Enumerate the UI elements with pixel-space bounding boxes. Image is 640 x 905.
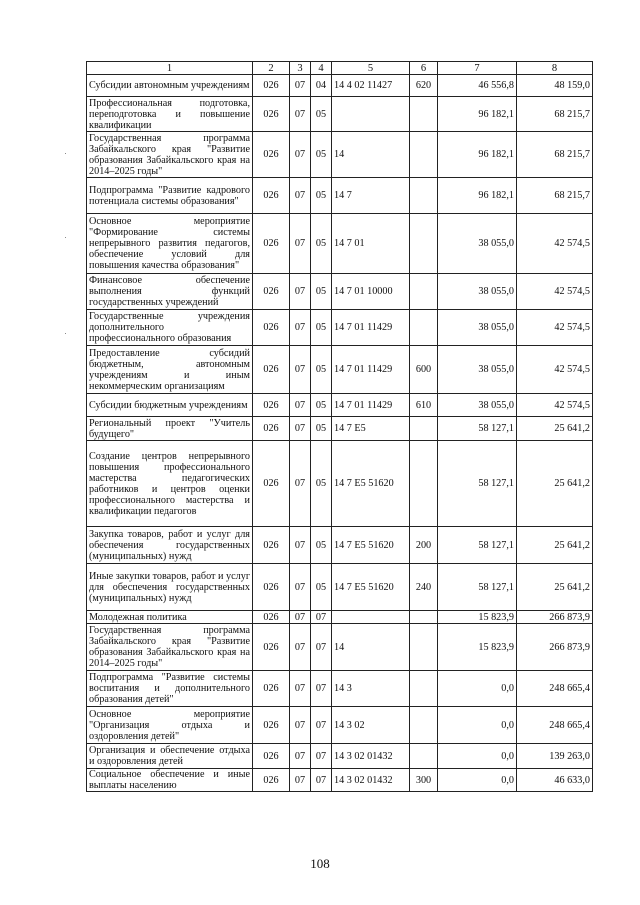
target-article-cell: 14 3 02 01432 (332, 769, 410, 792)
subsection-cell: 07 (311, 671, 332, 707)
column-header: 2 (253, 62, 290, 75)
row-name-cell: Создание центров непрерывного повышения профессионального мастерства педагогических работников и центров оценки профессионального мастерства и квалификации педагогов (87, 441, 253, 527)
row-name-cell: Молодежная политика (87, 611, 253, 624)
target-article-cell: 14 7 01 11429 (332, 310, 410, 346)
target-article-cell: 14 7 E5 51620 (332, 564, 410, 611)
section-cell: 07 (290, 671, 311, 707)
subsection-cell: 07 (311, 744, 332, 769)
row-name-cell: Иные закупки товаров, работ и услуг для обеспечения государственных (муниципальных) нужд (87, 564, 253, 611)
page-number: 108 (310, 856, 330, 871)
amount-year2-cell: 25 641,2 (517, 564, 593, 611)
amount-year2-cell: 68 215,7 (517, 97, 593, 132)
amount-year2-cell: 266 873,9 (517, 611, 593, 624)
expense-type-cell (410, 671, 438, 707)
table-row (87, 75, 593, 97)
amount-year1-cell: 58 127,1 (438, 441, 517, 527)
section-cell: 07 (290, 310, 311, 346)
target-article-cell: 14 (332, 624, 410, 671)
expense-type-cell (410, 441, 438, 527)
code-gr-cell: 026 (253, 417, 290, 441)
amount-year2-cell: 48 159,0 (517, 75, 593, 97)
table-row (87, 97, 593, 132)
amount-year1-cell: 0,0 (438, 744, 517, 769)
target-article-cell: 14 7 01 11429 (332, 394, 410, 417)
amount-year2-cell: 68 215,7 (517, 132, 593, 178)
amount-year2-cell: 42 574,5 (517, 310, 593, 346)
code-gr-cell: 026 (253, 394, 290, 417)
code-gr-cell: 026 (253, 611, 290, 624)
target-article-cell: 14 7 01 (332, 214, 410, 274)
expense-type-cell (410, 310, 438, 346)
table-row (87, 274, 593, 310)
row-name-cell: Предоставление субсидий бюджетным, автономным учреждениям и иным некоммерческим организациям (87, 346, 253, 394)
section-cell: 07 (290, 214, 311, 274)
table-row (87, 769, 593, 792)
section-cell: 07 (290, 132, 311, 178)
column-header: 6 (410, 62, 438, 75)
amount-year2-cell: 42 574,5 (517, 214, 593, 274)
budget-table (86, 61, 593, 792)
section-cell: 07 (290, 178, 311, 214)
section-cell: 07 (290, 527, 311, 564)
row-name-cell: Государственные учреждения дополнительного профессионального образования (87, 310, 253, 346)
table-row (87, 132, 593, 178)
subsection-cell: 05 (311, 310, 332, 346)
row-name-cell: Субсидии автономным учреждениям (87, 75, 253, 97)
expense-type-cell (410, 744, 438, 769)
amount-year2-cell: 46 633,0 (517, 769, 593, 792)
amount-year2-cell: 248 665,4 (517, 707, 593, 744)
expense-type-cell (410, 611, 438, 624)
code-gr-cell: 026 (253, 624, 290, 671)
amount-year1-cell: 0,0 (438, 707, 517, 744)
column-header: 4 (311, 62, 332, 75)
table-row (87, 214, 593, 274)
column-header: 7 (438, 62, 517, 75)
column-header: 5 (332, 62, 410, 75)
amount-year2-cell: 42 574,5 (517, 274, 593, 310)
target-article-cell: 14 7 E5 (332, 417, 410, 441)
amount-year1-cell: 15 823,9 (438, 624, 517, 671)
target-article-cell (332, 97, 410, 132)
subsection-cell: 07 (311, 611, 332, 624)
amount-year1-cell: 15 823,9 (438, 611, 517, 624)
expense-type-cell: 600 (410, 346, 438, 394)
table-row (87, 417, 593, 441)
subsection-cell: 05 (311, 97, 332, 132)
section-cell: 07 (290, 346, 311, 394)
row-name-cell: Организация и обеспечение отдыха и оздоровления детей (87, 744, 253, 769)
row-name-cell: Финансовое обеспечение выполнения функций государственных учреждений (87, 274, 253, 310)
code-gr-cell: 026 (253, 132, 290, 178)
amount-year1-cell: 96 182,1 (438, 97, 517, 132)
expense-type-cell (410, 624, 438, 671)
amount-year1-cell: 58 127,1 (438, 417, 517, 441)
table-row (87, 611, 593, 624)
amount-year1-cell: 58 127,1 (438, 564, 517, 611)
row-name-cell: Основное мероприятие "Формирование системы непрерывного развития педагогов, обеспечение условий для повышения качества образования" (87, 214, 253, 274)
section-cell: 07 (290, 744, 311, 769)
code-gr-cell: 026 (253, 564, 290, 611)
target-article-cell: 14 4 02 11427 (332, 75, 410, 97)
table-row (87, 310, 593, 346)
section-cell: 07 (290, 769, 311, 792)
row-name-cell: Государственная программа Забайкальского края "Развитие образования Забайкальского края на 2014–2025 годы" (87, 624, 253, 671)
code-gr-cell: 026 (253, 769, 290, 792)
table-row (87, 527, 593, 564)
margin-mark: · (64, 232, 67, 242)
code-gr-cell: 026 (253, 441, 290, 527)
subsection-cell: 04 (311, 75, 332, 97)
expense-type-cell: 300 (410, 769, 438, 792)
amount-year1-cell: 46 556,8 (438, 75, 517, 97)
section-cell: 07 (290, 394, 311, 417)
target-article-cell: 14 3 02 01432 (332, 744, 410, 769)
table-row (87, 441, 593, 527)
subsection-cell: 05 (311, 346, 332, 394)
row-name-cell: Подпрограмма "Развитие системы воспитания и дополнительного образования детей" (87, 671, 253, 707)
section-cell: 07 (290, 441, 311, 527)
column-header: 1 (87, 62, 253, 75)
amount-year1-cell: 38 055,0 (438, 274, 517, 310)
expense-type-cell (410, 132, 438, 178)
section-cell: 07 (290, 97, 311, 132)
expense-type-cell (410, 707, 438, 744)
row-name-cell: Государственная программа Забайкальского края "Развитие образования Забайкальского края на 2014–2025 годы" (87, 132, 253, 178)
amount-year2-cell: 68 215,7 (517, 178, 593, 214)
table-row (87, 564, 593, 611)
table-row (87, 671, 593, 707)
code-gr-cell: 026 (253, 97, 290, 132)
margin-mark: · (64, 148, 67, 158)
subsection-cell: 05 (311, 178, 332, 214)
row-name-cell: Закупка товаров, работ и услуг для обеспечения государственных (муниципальных) нужд (87, 527, 253, 564)
row-name-cell: Социальное обеспечение и иные выплаты населению (87, 769, 253, 792)
expense-type-cell (410, 97, 438, 132)
subsection-cell: 05 (311, 564, 332, 611)
code-gr-cell: 026 (253, 75, 290, 97)
amount-year1-cell: 38 055,0 (438, 214, 517, 274)
amount-year1-cell: 38 055,0 (438, 346, 517, 394)
amount-year1-cell: 0,0 (438, 769, 517, 792)
target-article-cell (332, 611, 410, 624)
subsection-cell: 07 (311, 707, 332, 744)
subsection-cell: 07 (311, 769, 332, 792)
table-row (87, 178, 593, 214)
code-gr-cell: 026 (253, 527, 290, 564)
row-name-cell: Субсидии бюджетным учреждениям (87, 394, 253, 417)
section-cell: 07 (290, 624, 311, 671)
section-cell: 07 (290, 417, 311, 441)
amount-year2-cell: 42 574,5 (517, 394, 593, 417)
code-gr-cell: 026 (253, 707, 290, 744)
amount-year2-cell: 248 665,4 (517, 671, 593, 707)
column-header: 8 (517, 62, 593, 75)
amount-year2-cell: 266 873,9 (517, 624, 593, 671)
expense-type-cell (410, 178, 438, 214)
expense-type-cell: 240 (410, 564, 438, 611)
table-row (87, 346, 593, 394)
row-name-cell: Подпрограмма "Развитие кадрового потенциала системы образования" (87, 178, 253, 214)
amount-year2-cell: 25 641,2 (517, 441, 593, 527)
section-cell: 07 (290, 564, 311, 611)
amount-year1-cell: 96 182,1 (438, 178, 517, 214)
code-gr-cell: 026 (253, 671, 290, 707)
expense-type-cell (410, 417, 438, 441)
amount-year1-cell: 0,0 (438, 671, 517, 707)
margin-mark: · (64, 328, 67, 338)
section-cell: 07 (290, 707, 311, 744)
table-row (87, 394, 593, 417)
amount-year1-cell: 96 182,1 (438, 132, 517, 178)
subsection-cell: 07 (311, 624, 332, 671)
target-article-cell: 14 7 (332, 178, 410, 214)
row-name-cell: Профессиональная подготовка, переподготовка и повышение квалификации (87, 97, 253, 132)
target-article-cell: 14 7 01 11429 (332, 346, 410, 394)
row-name-cell: Региональный проект "Учитель будущего" (87, 417, 253, 441)
code-gr-cell: 026 (253, 310, 290, 346)
subsection-cell: 05 (311, 132, 332, 178)
target-article-cell: 14 7 01 10000 (332, 274, 410, 310)
expense-type-cell: 200 (410, 527, 438, 564)
amount-year2-cell: 42 574,5 (517, 346, 593, 394)
table-header-row (87, 62, 593, 75)
section-cell: 07 (290, 75, 311, 97)
subsection-cell: 05 (311, 441, 332, 527)
amount-year1-cell: 38 055,0 (438, 310, 517, 346)
expense-type-cell (410, 274, 438, 310)
expense-type-cell: 620 (410, 75, 438, 97)
amount-year2-cell: 25 641,2 (517, 527, 593, 564)
target-article-cell: 14 7 E5 51620 (332, 527, 410, 564)
code-gr-cell: 026 (253, 178, 290, 214)
subsection-cell: 05 (311, 417, 332, 441)
amount-year1-cell: 58 127,1 (438, 527, 517, 564)
table-body (87, 75, 593, 792)
subsection-cell: 05 (311, 274, 332, 310)
column-header: 3 (290, 62, 311, 75)
subsection-cell: 05 (311, 394, 332, 417)
expense-type-cell: 610 (410, 394, 438, 417)
expense-type-cell (410, 214, 438, 274)
amount-year2-cell: 25 641,2 (517, 417, 593, 441)
code-gr-cell: 026 (253, 214, 290, 274)
table-row (87, 707, 593, 744)
target-article-cell: 14 7 E5 51620 (332, 441, 410, 527)
section-cell: 07 (290, 611, 311, 624)
subsection-cell: 05 (311, 214, 332, 274)
amount-year1-cell: 38 055,0 (438, 394, 517, 417)
section-cell: 07 (290, 274, 311, 310)
code-gr-cell: 026 (253, 346, 290, 394)
target-article-cell: 14 3 (332, 671, 410, 707)
row-name-cell: Основное мероприятие "Организация отдыха и оздоровления детей" (87, 707, 253, 744)
amount-year2-cell: 139 263,0 (517, 744, 593, 769)
subsection-cell: 05 (311, 527, 332, 564)
table-row (87, 624, 593, 671)
target-article-cell: 14 3 02 (332, 707, 410, 744)
code-gr-cell: 026 (253, 274, 290, 310)
code-gr-cell: 026 (253, 744, 290, 769)
target-article-cell: 14 (332, 132, 410, 178)
table-row (87, 744, 593, 769)
